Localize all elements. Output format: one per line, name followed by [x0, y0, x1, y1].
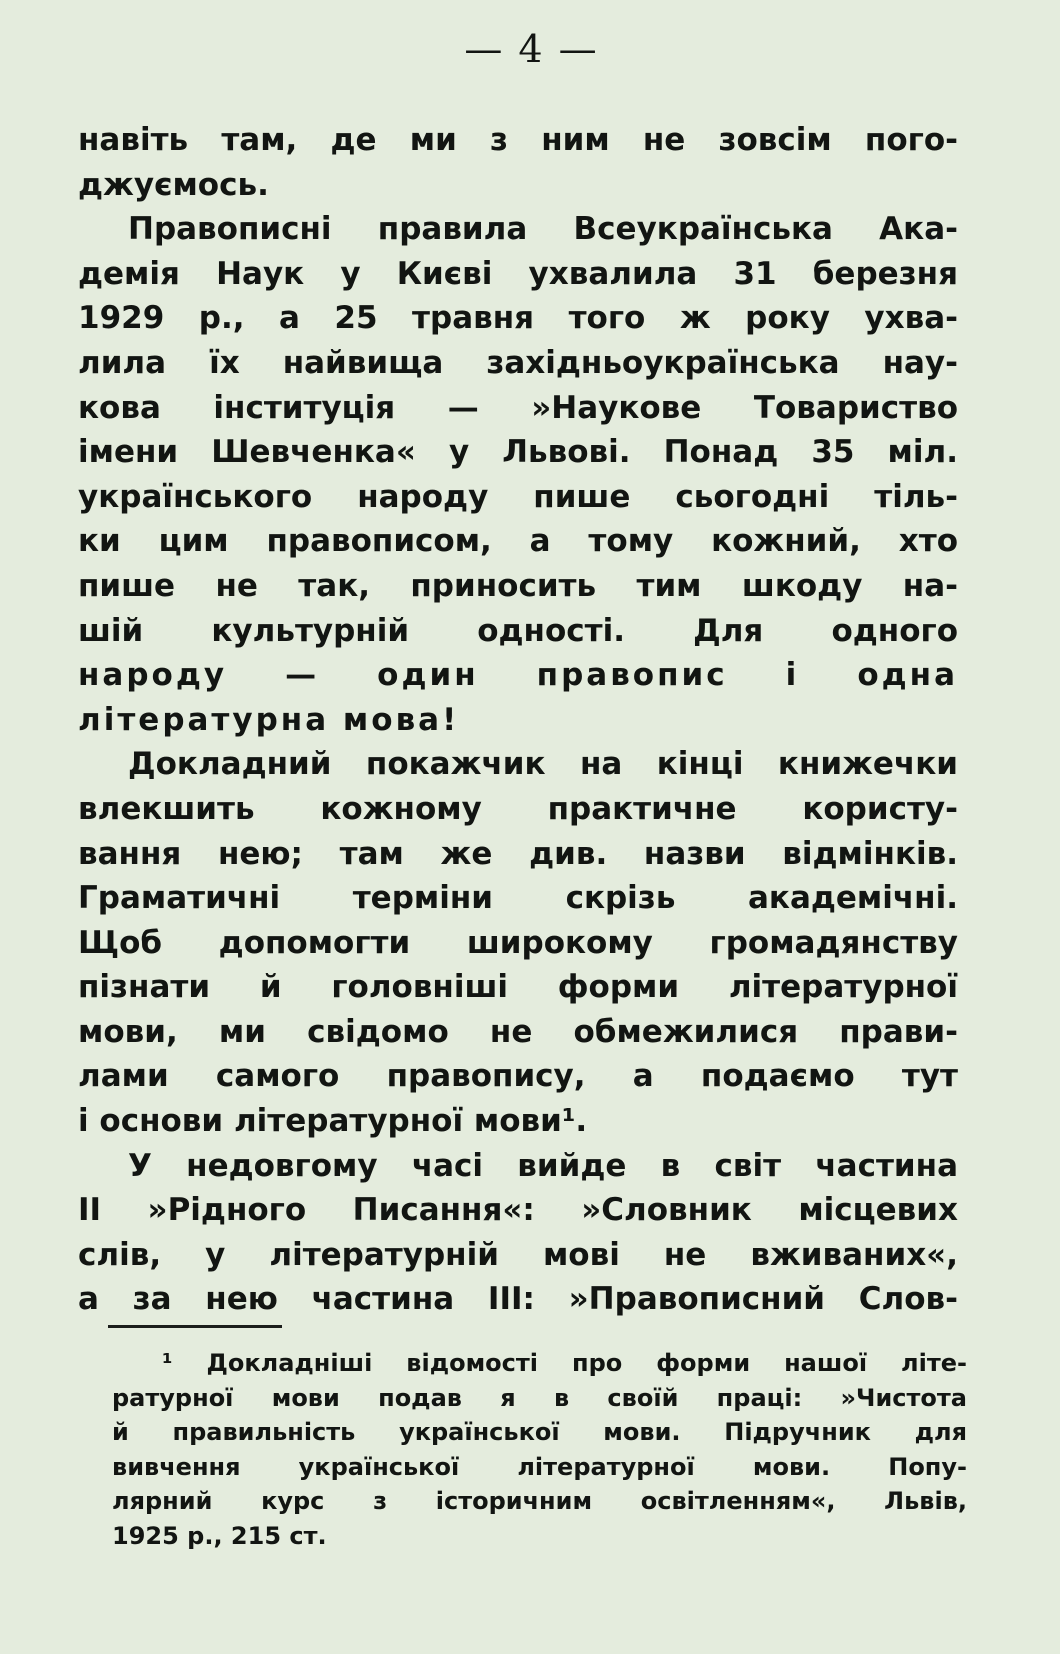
text-line — [78, 386, 958, 431]
page-number: — 4 — — [464, 27, 599, 71]
footnote-line-text: 1925 р., 215 ст. — [112, 1521, 327, 1550]
paragraph-line-text: пізнати й головніші форми літературної — [78, 969, 958, 1006]
footnote-divider — [108, 1325, 282, 1328]
paragraph-line-text: імени Шевченка« у Львові. Понад 35 міл. — [78, 434, 958, 471]
text-line — [78, 921, 958, 966]
paragraph-line-text: мови, ми свідомо не обмежилися прави- — [78, 1013, 958, 1050]
text-line — [78, 832, 958, 877]
paragraph-line-text: влекшить кожному практичне користу- — [78, 790, 958, 827]
text-line — [78, 1010, 958, 1055]
paragraph-line-text: лила їх найвища західньоукраїнська нау- — [78, 344, 958, 381]
text-line — [78, 1233, 958, 1278]
footnote-line — [112, 1519, 967, 1554]
paragraph-line-text: 1929 р., а 25 травня того ж року ухва- — [78, 300, 958, 337]
text-line — [78, 296, 958, 341]
text-line — [78, 876, 958, 921]
footnote-line — [112, 1415, 967, 1450]
text-line — [78, 341, 958, 386]
text-line — [78, 609, 958, 654]
text-line — [78, 653, 958, 698]
text-line — [78, 1054, 958, 1099]
footnote-line — [112, 1346, 967, 1381]
paragraph-line-text: слів, у літературній мові не вживаних«, — [78, 1236, 958, 1273]
body-text — [78, 118, 958, 1322]
text-line — [78, 1144, 958, 1189]
text-line — [78, 742, 958, 787]
footnote-line-text: ¹ Докладніші відомості про форми нашої літе- — [162, 1349, 967, 1377]
paragraph-line-text: Щоб допомогти широкому громадянству — [78, 924, 958, 961]
text-line — [78, 965, 958, 1010]
text-line — [78, 698, 958, 743]
paragraph-line-text: кова інституція — »Наукове Товариство — [78, 389, 958, 426]
paragraph-line-text: вання нею; там же див. назви відмінків. — [78, 835, 958, 872]
text-line — [78, 1099, 958, 1144]
paragraph-line-text: а за нею частина III: »Правописний Слов- — [78, 1281, 958, 1318]
paragraph-line-text: У недовгому часі вийде в світ частина — [128, 1147, 958, 1184]
text-line — [78, 1277, 958, 1322]
paragraph-line-text: джуємось. — [78, 166, 269, 203]
paragraph-line-text: народу — один правопис і одна — [78, 657, 958, 694]
text-line — [78, 252, 958, 297]
paragraph-line-text: Граматичні терміни скрізь академічні. — [78, 880, 958, 917]
text-line — [78, 163, 958, 208]
paragraph-line-text: шій культурній одності. Для одного — [78, 612, 958, 649]
paragraph-line-text: демія Наук у Києві ухвалила 31 березня — [78, 255, 958, 292]
footnote-line-text: й правильність української мови. Підручник для — [112, 1418, 967, 1447]
paragraph-line-text: Правописні правила Всеукраїнська Ака- — [128, 211, 958, 248]
paragraph-line-text: II »Рідного Писання«: »Словник місцевих — [78, 1192, 958, 1229]
footnote-line-text: вивчення української літературної мови. Попу- — [112, 1452, 967, 1481]
footnote-line-text: ратурної мови подав я в своїй праці: »Чистота — [112, 1383, 967, 1412]
paragraph-line-text: навіть там, де ми з ним не зовсім пого- — [78, 122, 958, 158]
text-line — [78, 118, 958, 163]
footnote-line — [112, 1450, 967, 1485]
paragraph-line-text: пише не так, приносить тим шкоду на- — [78, 567, 958, 604]
text-line — [78, 1188, 958, 1233]
footnote-line — [112, 1484, 967, 1519]
paragraph-line-text: Докладний покажчик на кінці книжечки — [128, 746, 958, 783]
text-line — [78, 787, 958, 832]
footnote-line-text: лярний курс з історичним освітленням«, Львів, — [112, 1487, 967, 1516]
paragraph-line-text: літературна мова! — [78, 701, 460, 738]
text-line — [78, 519, 958, 564]
text-line — [78, 475, 958, 520]
paragraph-line-text: і основи літературної мови¹. — [78, 1103, 588, 1140]
paragraph-line-text: лами самого правопису, а подаємо тут — [78, 1058, 958, 1095]
paragraph-line-text: українського народу пише сьогодні тіль- — [78, 478, 958, 515]
footnote — [112, 1346, 967, 1554]
text-line — [78, 564, 958, 609]
text-line — [78, 207, 958, 252]
footnote-line — [112, 1381, 967, 1416]
paragraph-line-text: ки цим правописом, а тому кожний, хто — [78, 523, 958, 560]
text-line — [78, 430, 958, 475]
